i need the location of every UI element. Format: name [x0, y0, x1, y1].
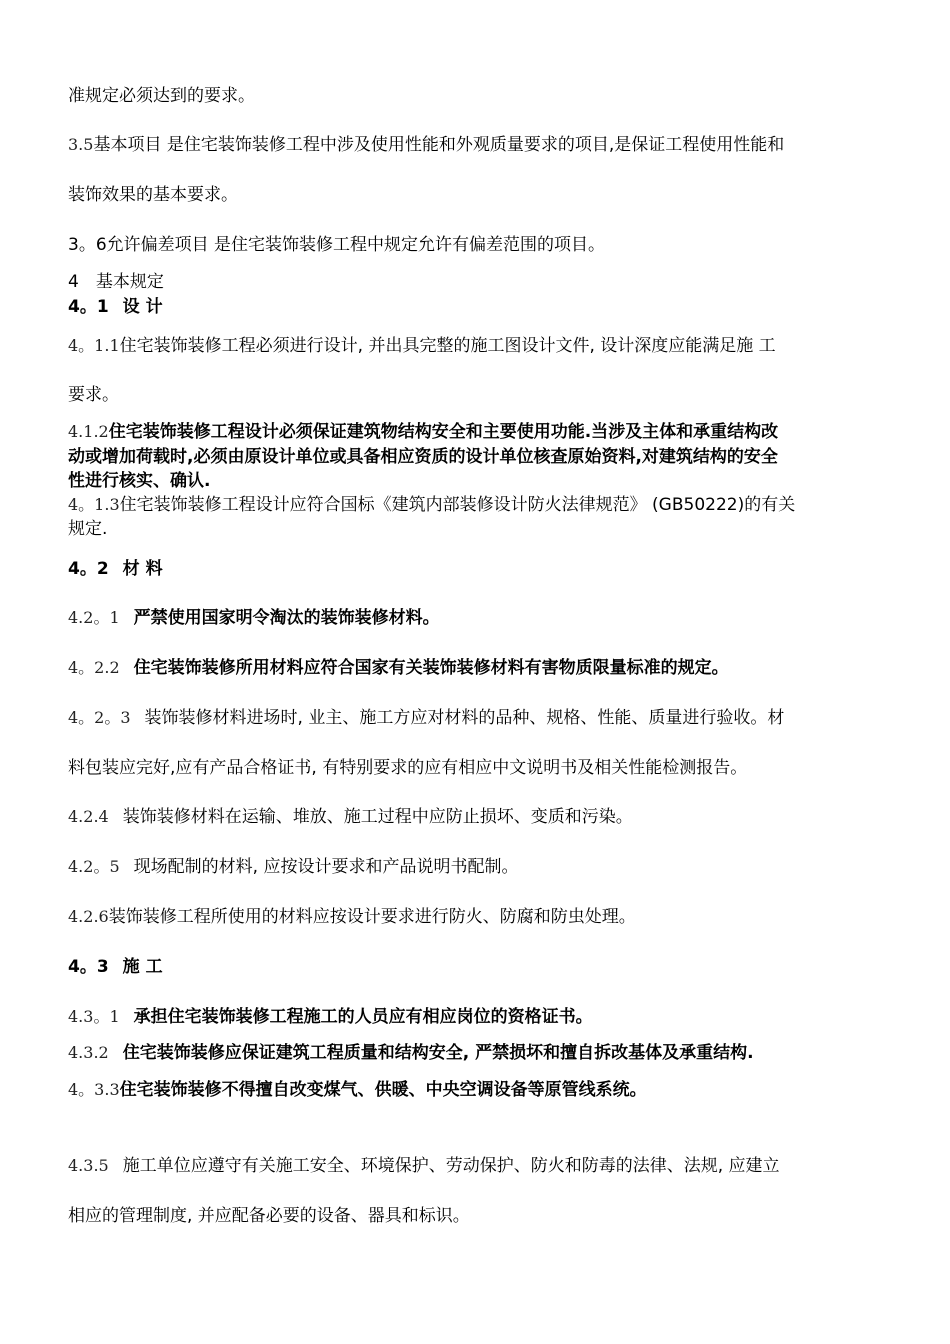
subsection-heading: [68, 558, 884, 580]
clause-number: 4。1.1: [68, 336, 120, 355]
paragraph-line: [68, 494, 884, 516]
clause-number: 4.3.2: [68, 1043, 109, 1062]
clause-number: 4。3: [68, 957, 109, 977]
line-text: 3。6允许偏差项目 是住宅装饰装修工程中规定允许有偏差范围的项目。: [68, 235, 606, 255]
clause-number: 4。3.3: [68, 1080, 120, 1099]
clause-number: 4。1: [68, 297, 109, 317]
paragraph-line: [68, 1079, 884, 1101]
line-text: 性进行核实、确认.: [68, 471, 211, 491]
paragraph-line: [68, 1042, 884, 1064]
line-text: 规定.: [68, 519, 108, 539]
line-text: 装饰装修材料进场时, 业主、施工方应对材料的品种、规格、性能、质量进行验收。材: [144, 708, 785, 728]
paragraph-line: [68, 470, 884, 492]
paragraph-line: [68, 134, 884, 156]
line-text: 施工单位应遵守有关施工安全、环境保护、劳动保护、防火和防毒的法律、法规, 应建立: [122, 1156, 780, 1176]
clause-number: 4.2。1: [68, 608, 120, 627]
line-text: 基本项目 是住宅装饰装修工程中涉及使用性能和外观质量要求的项目,是保证工程使用性能和: [93, 135, 785, 155]
paragraph-line: [68, 707, 884, 729]
clause-number: 4。1.3: [68, 495, 120, 514]
paragraph-line: [68, 184, 884, 206]
paragraph-line: [68, 85, 884, 107]
paragraph-line: [68, 806, 884, 828]
paragraph-line: [68, 657, 884, 679]
line-text: 装饰装修材料在运输、堆放、施工过程中应防止损坏、变质和污染。: [122, 807, 633, 827]
line-text: 承担住宅装饰装修工程施工的人员应有相应岗位的资格证书。: [133, 1007, 593, 1027]
clause-number: 4.1.2: [68, 422, 109, 441]
line-text: 要求。: [68, 385, 119, 405]
paragraph-line: [68, 335, 884, 357]
clause-number: 3.5: [68, 135, 94, 154]
paragraph-line: [68, 384, 884, 406]
line-text: 施 工: [122, 957, 163, 977]
clause-number: 4。2: [68, 559, 109, 579]
paragraph-line: [68, 1006, 884, 1028]
line-text: 材 料: [122, 559, 163, 579]
paragraph-line: [68, 1205, 884, 1227]
line-text: 料包装应完好,应有产品合格证书, 有特别要求的应有相应中文说明书及相关性能检测报告。: [68, 758, 748, 778]
line-text: 现场配制的材料, 应按设计要求和产品说明书配制。: [133, 857, 519, 877]
line-text: 相应的管理制度, 并应配备必要的设备、器具和标识。: [68, 1206, 470, 1226]
line-text: 动或增加荷载时,必须由原设计单位或具备相应资质的设计单位核查原始资料,对建筑结构的安全: [68, 447, 778, 467]
paragraph-line: [68, 1155, 884, 1177]
section-heading: [68, 271, 884, 293]
paragraph-line: [68, 856, 884, 878]
paragraph-line: [68, 446, 884, 468]
paragraph-line: [68, 421, 884, 443]
paragraph-line: [68, 757, 884, 779]
line-text: 准规定必须达到的要求。: [68, 86, 255, 106]
paragraph-line: [68, 518, 884, 540]
clause-number: 4.2。5: [68, 857, 120, 876]
paragraph-line: [68, 607, 884, 629]
clause-number: 4。2。3: [68, 708, 131, 727]
line-text: 住宅装饰装修工程必须进行设计, 并出具完整的施工图设计文件, 设计深度应能满足施 工: [119, 336, 776, 356]
line-text: 住宅装饰装修工程设计必须保证建筑物结构安全和主要使用功能.当涉及主体和承重结构改: [108, 422, 779, 442]
paragraph-line: [68, 906, 884, 928]
clause-number: 4.3.5: [68, 1156, 109, 1175]
clause-number: 4.2.6: [68, 907, 109, 926]
clause-number: 4.2.4: [68, 807, 109, 826]
clause-number: 4.3。1: [68, 1007, 120, 1026]
line-text: 住宅装饰装修所用材料应符合国家有关装饰装修材料有害物质限量标准的规定。: [133, 658, 729, 678]
line-text: 4 基本规定: [68, 272, 164, 292]
line-text: 住宅装饰装修不得擅自改变煤气、供暖、中央空调设备等原管线系统。: [119, 1080, 647, 1100]
subsection-heading: [68, 296, 884, 318]
paragraph-line: [68, 234, 884, 256]
line-text: 住宅装饰装修应保证建筑工程质量和结构安全, 严禁损坏和擅自拆改基体及承重结构.: [122, 1043, 754, 1063]
line-text: 装饰效果的基本要求。: [68, 185, 238, 205]
clause-number: 4。2.2: [68, 658, 120, 677]
subsection-heading: [68, 956, 884, 978]
line-text: 住宅装饰装修工程设计应符合国标《建筑内部装修设计防火法律规范》 (GB50222)的有关: [119, 495, 796, 515]
line-text: 装饰装修工程所使用的材料应按设计要求进行防火、防腐和防虫处理。: [108, 907, 636, 927]
line-text: 设 计: [122, 297, 163, 317]
line-text: 严禁使用国家明令淘汰的装饰装修材料。: [133, 608, 440, 628]
